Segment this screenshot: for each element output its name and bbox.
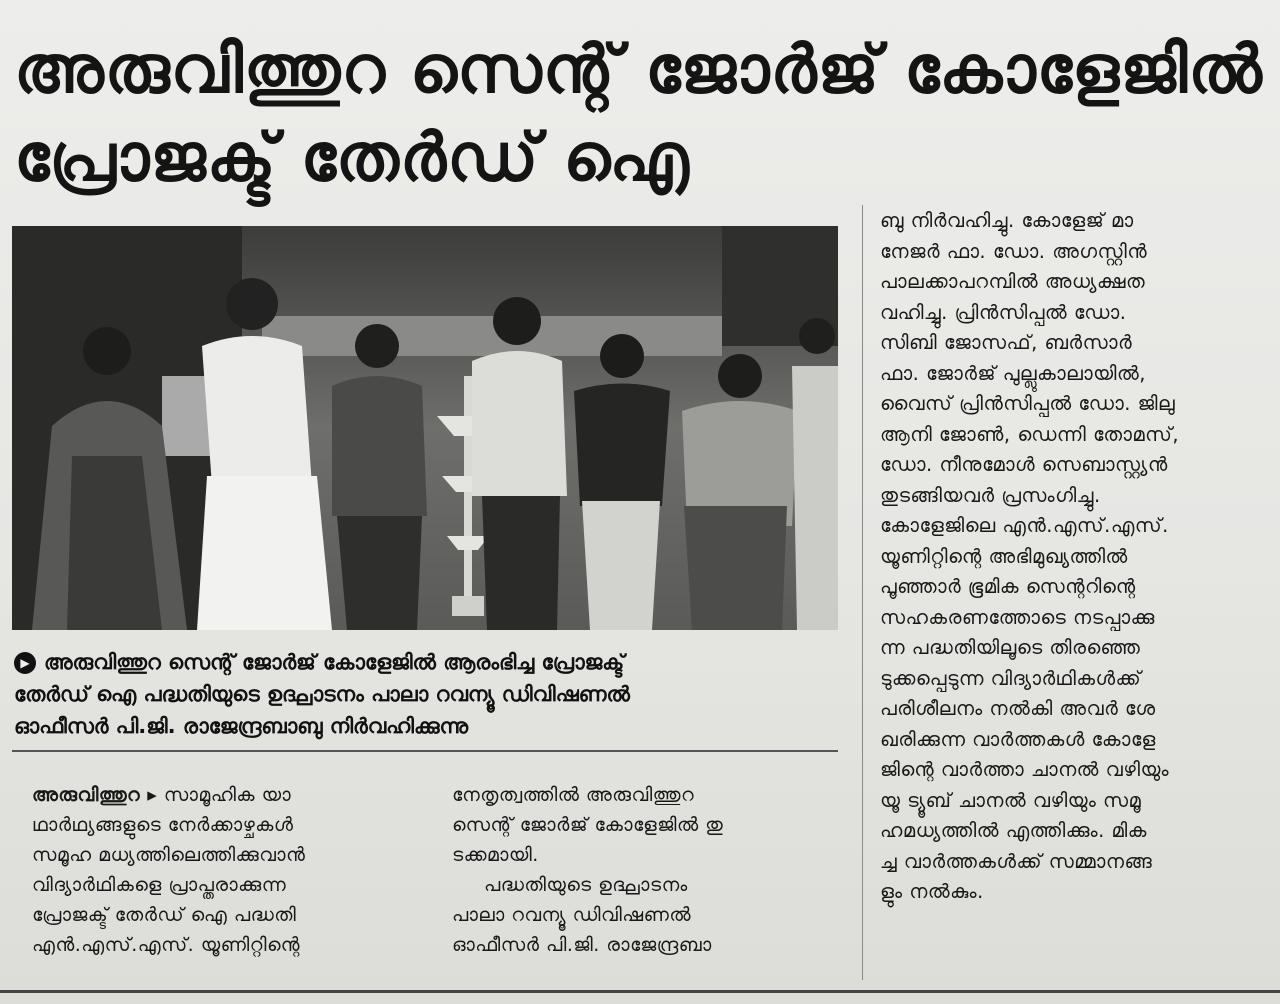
text-line: ളും നൽകും. — [880, 880, 984, 903]
news-photo — [12, 226, 838, 630]
text-line: നേജർ ഫാ. ഡോ. അഗസ്റ്റിൻ — [880, 239, 1148, 263]
photo-caption — [14, 646, 814, 742]
article-column-3 — [880, 206, 1276, 908]
column-divider — [862, 205, 863, 980]
text-line: പരിശീലനം നൽകി അവർ ശേ — [880, 697, 1156, 720]
text-line: ന്ന പദ്ധതിയിലൂടെ തിരഞ്ഞെ — [880, 636, 1141, 659]
text-line: ജിന്റെ വാർത്താ ചാനൽ വഴിയും — [880, 758, 1170, 781]
text-line: സിബി ജോസഫ്, ബർസാർ — [880, 331, 1133, 354]
text-line: പാലാ റവന്യൂ ഡിവിഷണൽ — [452, 904, 691, 926]
text-line: സാമൂഹിക യാ — [163, 784, 292, 806]
text-line: ഥാർഥ്യങ്ങളുടെ നേർക്കാഴ്ചകൾ — [32, 814, 294, 836]
dateline: അരുവിത്തുറ ▸ — [32, 784, 158, 806]
caption-line: ഓഫീസർ പി.ജി. രാജേന്ദ്രബാബു നിർവഹിക്കുന്നു — [14, 714, 469, 738]
text-line: യൂ ട്യൂബ് ചാനൽ വഴിയും സമൂ — [880, 788, 1142, 812]
text-line: പ്രോജക്ട് തേർഡ് ഐ പദ്ധതി — [32, 904, 297, 926]
divider — [12, 750, 838, 752]
text-line: വൈസ് പ്രിൻസിപ്പൽ ഡോ. ജിലു — [880, 392, 1176, 415]
text-line: കോളേജിലെ എൻ.എസ്.എസ്. — [880, 514, 1169, 537]
text-line: പാലക്കാപറമ്പിൽ അധ്യക്ഷത — [880, 270, 1146, 293]
text-line: ടുക്കപ്പെടുന്ന വിദ്യാർഥികൾക്ക് — [880, 666, 1142, 690]
text-line: പൂഞ്ഞാർ ഭൂമിക സെന്ററിന്റെ — [880, 575, 1136, 598]
text-line: ടക്കമായി. — [452, 844, 539, 866]
headline-line-2: പ്രോജക്ട് തേർഡ് ഐ — [14, 119, 690, 196]
text-line: സഹകരണത്തോടെ നടപ്പാക്കു — [880, 605, 1155, 629]
text-line: ഖരിക്കുന്ന വാർത്തകൾ കോളേ — [880, 727, 1156, 751]
text-line: ഹമധ്യത്തിൽ എത്തിക്കും. മിക — [880, 819, 1147, 842]
text-line: നേതൃത്വത്തിൽ അരുവിത്തുറ — [452, 784, 695, 806]
text-line: യൂണിറ്റിന്റെ അഭിമുഖ്യത്തിൽ — [880, 544, 1128, 568]
text-line: ഓഫീസർ പി.ജി. രാജേന്ദ്രബാ — [452, 934, 712, 956]
text-line: എൻ.എസ്.എസ്. യൂണിറ്റിന്റെ — [32, 934, 300, 956]
text-line: സമൂഹ മധ്യത്തിലെത്തിക്കുവാൻ — [32, 844, 306, 866]
article-column-1 — [32, 780, 432, 960]
caption-line: തേർഡ് ഐ പദ്ധതിയുടെ ഉദ്ഘാടനം പാലാ റവന്യൂ ഡിവിഷണൽ — [14, 682, 630, 706]
text-line: ച്ച വാർത്തകൾക്ക് സമ്മാനങ്ങ — [880, 849, 1153, 873]
text-line: ആനി ജോൺ, ഡെന്നി തോമസ്, — [880, 422, 1180, 446]
text-line: ബു നിർവഹിച്ചു. കോളേജ് മാ — [880, 209, 1134, 232]
text-line: വിദ്യാർഥികളെ പ്രാപ്തരാക്കുന്ന — [32, 874, 287, 896]
caption-line: അരുവിത്തുറ സെന്റ് ജോർജ് കോളേജിൽ ആരംഭിച്ച പ്രോജക്ട് — [44, 650, 625, 674]
text-line: ഫാ. ജോർജ് പുല്ലുകാലായിൽ, — [880, 361, 1146, 385]
text-line: ഡോ. നീനുമോൾ സെബാസ്റ്റ്യൻ — [880, 453, 1168, 476]
play-arrow-icon: ▶ — [14, 652, 36, 674]
text-line: വഹിച്ചു. പ്രിൻസിപ്പൽ ഡോ. — [880, 300, 1127, 324]
article-column-2 — [452, 780, 842, 960]
bottom-border — [0, 990, 1280, 993]
text-line: പദ്ധതിയുടെ ഉദ്ഘാടനം — [484, 874, 688, 896]
text-line: സെന്റ് ജോർജ് കോളേജിൽ തു — [452, 814, 724, 836]
text-line: തുടങ്ങിയവർ പ്രസംഗിച്ചു. — [880, 483, 1101, 507]
headline-line-1: അരുവിത്തുറ സെന്റ് ജോർജ് കോളേജിൽ — [14, 31, 1263, 108]
